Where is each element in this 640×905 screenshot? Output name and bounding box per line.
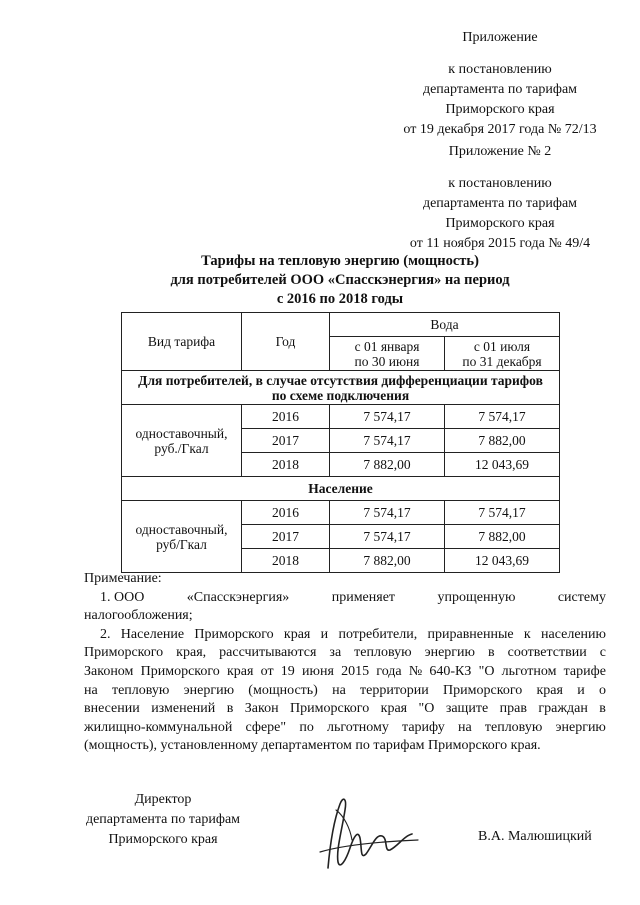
handwritten-signature [300,790,440,880]
note-2-line [84,719,606,738]
note-word: систему [557,589,606,605]
note-word: 2015 [341,663,370,679]
note-word: в [599,701,606,717]
year-cell: 2018 [242,549,330,573]
note-word: рассчитываются [219,645,317,661]
title-line: Тарифы на тепловую энергию (мощность) [201,253,479,269]
note-word: изменений [151,701,216,717]
note-word: на [457,719,472,735]
signatory-name: В.А. Малюшицкий [478,829,592,844]
value-cell: 7 574,17 [330,501,445,525]
note-word: и [577,682,585,698]
notes-section [84,570,606,756]
note-word: Приморского [443,682,523,698]
note-word: защите [445,701,489,717]
note-2-line [84,644,606,663]
appendix-line: к постановлению [448,176,552,191]
note-word: июня [302,663,334,679]
note-word: Приморского [194,626,274,642]
value-cell: 7 574,17 [330,405,445,429]
document-title [120,252,560,309]
note-word: о [598,682,606,698]
note-2 [84,626,606,738]
note-word: с [599,645,606,661]
note-word: по [299,719,314,735]
note-word: тепловую [484,719,543,735]
note-word: Закон [244,701,279,717]
year-cell: 2018 [242,453,330,477]
position-line: департамента по тарифам [85,812,241,827]
value-cell: 7 574,17 [330,429,445,453]
appendix-label: Приложение [462,30,538,45]
note-word: "О [418,701,435,717]
note-word: (мощность) [248,682,318,698]
appendix-date: от 11 ноября 2015 года № 49/4 [409,236,591,251]
note-word: в [226,701,234,717]
tariff-type-cell: одноставочный, руб/Гкал [122,501,242,573]
year-cell: 2017 [242,429,330,453]
title-line: для потребителей ООО «Спасскэнергия» на период [170,272,510,288]
note-word: от [260,663,274,679]
value-cell: 7 882,00 [330,453,445,477]
note-word: на [84,682,98,698]
note-word: льготном [501,663,557,679]
note-word: упрощенную [437,589,516,605]
note-word: применяет [331,589,396,605]
note-word: за [329,645,342,661]
note-2-line [84,682,606,701]
note-word: энергию [183,682,235,698]
appendix-line: к постановлению [448,62,552,77]
column-header-period-2: с 01 июля по 31 декабря [445,337,560,371]
note-word: Приморского [84,645,164,661]
note-word: 640-КЗ [429,663,472,679]
note-word: населению [541,626,606,642]
value-cell: 7 882,00 [445,429,560,453]
note-word: Население [120,626,185,642]
appendix-line: департамента по тарифам [422,196,578,211]
column-header-year: Год [242,313,330,371]
note-word: соответствии [507,645,587,661]
note-word: внесении [84,701,140,717]
note-word: края [536,682,563,698]
value-cell: 7 882,00 [330,549,445,573]
value-cell: 7 574,17 [445,501,560,525]
appendix-line: Приморского края [445,102,555,117]
note-word: территории [360,682,429,698]
note-1-continuation: налогообложения; [84,608,193,624]
note-word: тепловую [354,645,412,661]
section-heading-consumers: Для потребителей, в случае отсутствия дифференциации тарифов по схеме подключения [122,371,560,405]
note-word: края [283,626,311,642]
signatory-position [58,790,268,850]
note-word: края, [176,645,207,661]
note-word: прав [499,701,527,717]
tariff-type-cell: одноставочный, руб./Гкал [122,405,242,477]
tariff-table [121,312,560,573]
note-2-line [84,626,606,645]
position-line: Приморского края [108,832,218,847]
note-word: на [332,682,346,698]
value-cell: 7 882,00 [445,525,560,549]
note-word: тепловую [111,682,170,698]
title-line: с 2016 по 2018 годы [276,291,404,307]
note-word: сфере" [245,719,287,735]
appendix-line: департамента по тарифам [422,82,578,97]
note-word: края [226,663,254,679]
value-cell: 12 043,69 [445,453,560,477]
table-row [122,405,560,429]
note-word: льготному [327,719,389,735]
note-2-line [84,700,606,719]
note-word: тарифу [402,719,445,735]
note-2-line [84,663,606,682]
note-word: Приморского [290,701,370,717]
note-word: Приморского [140,663,220,679]
appendix-header [380,28,620,140]
column-header-period-1: с 01 января по 30 июня [330,337,445,371]
note-word: граждан [538,701,588,717]
note-word: края [380,701,408,717]
note-word: энергию [424,645,475,661]
note-word: "О [478,663,495,679]
note-word: к [523,626,531,642]
note-word: энергию [555,719,606,735]
note-word: тарифе [563,663,606,679]
column-header-tariff-type: Вид тарифа [122,313,242,371]
note-word: в [488,645,495,661]
table-row [122,501,560,525]
position-line: Директор [134,792,192,807]
appendix-line: Приморского края [445,216,555,231]
note-word: приравненные [427,626,514,642]
note-2-last-line: (мощность), установленному департаментом по тарифам Приморского края. [84,738,541,754]
appendix-2-header [380,142,620,254]
note-word: года [376,663,402,679]
note-word: 19 [280,663,295,679]
year-cell: 2016 [242,405,330,429]
appendix-date: от 19 декабря 2017 года № 72/13 [403,122,597,137]
year-cell: 2016 [242,501,330,525]
note-word: жилищно-коммунальной [84,719,233,735]
note-word: № [408,663,423,679]
note-word: Законом [84,663,134,679]
note-word: потребители, [338,626,418,642]
note-1-line [84,589,606,608]
year-cell: 2017 [242,525,330,549]
note-word: «Спасскэнергия» [186,589,290,605]
value-cell: 7 574,17 [445,405,560,429]
column-header-water: Вода [330,313,560,337]
value-cell: 12 043,69 [445,549,560,573]
notes-heading: Примечание: [84,571,162,586]
section-heading-population: Население [122,477,560,501]
value-cell: 7 574,17 [330,525,445,549]
appendix-label: Приложение № 2 [448,144,552,159]
note-word: 2. [100,626,111,642]
note-word: 1. ООО [100,589,145,605]
note-word: и [320,626,329,642]
